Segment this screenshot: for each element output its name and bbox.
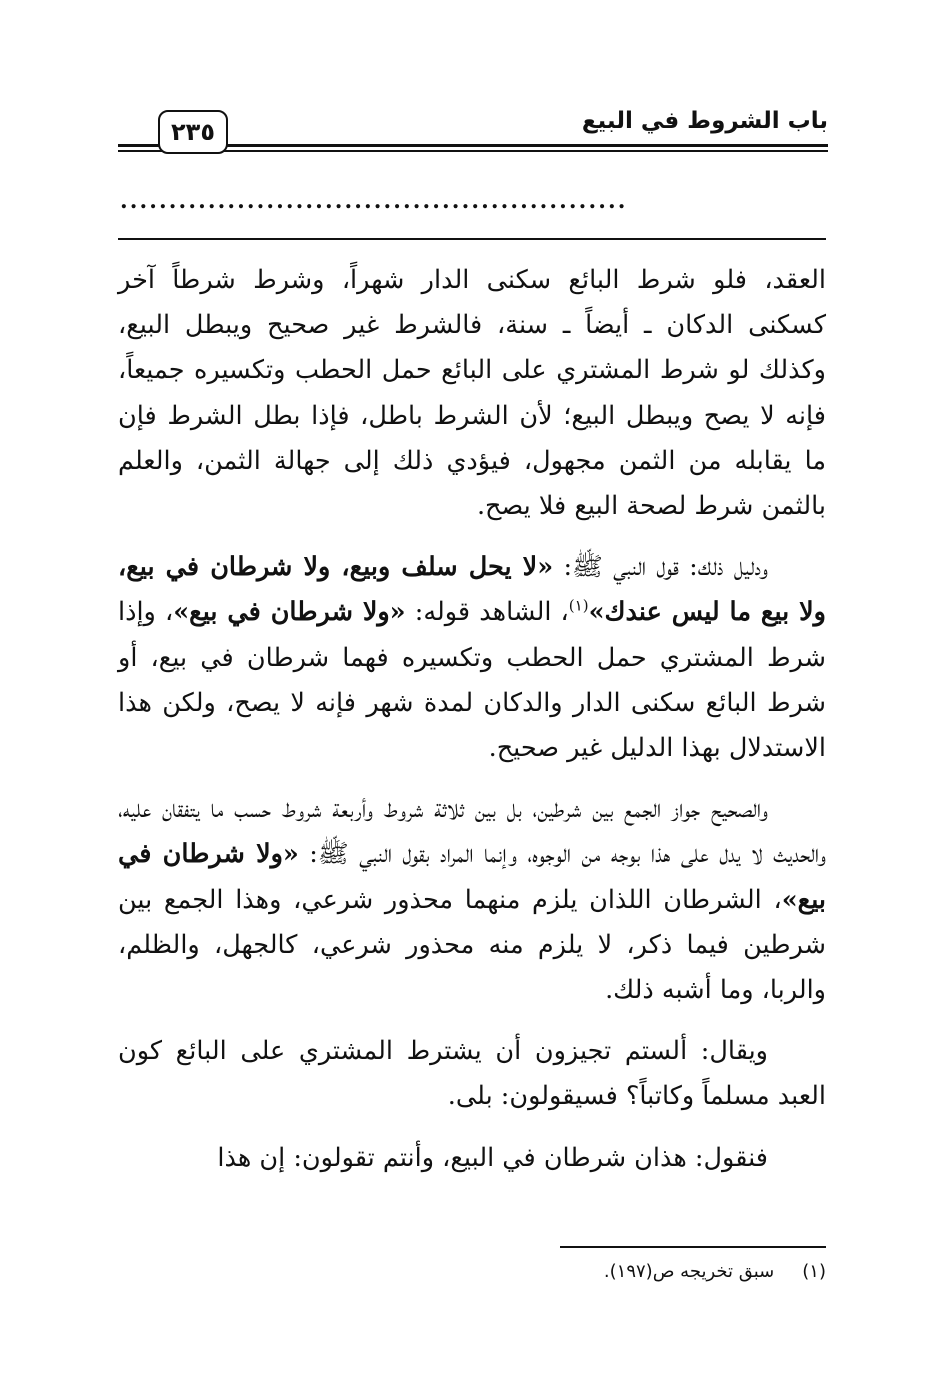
footnote-text: سبق تخريجه ص(١٩٧). bbox=[603, 1261, 775, 1282]
paragraph-text: ، وإذا شرط المشتري حمل الحطب وتكسيره فهما شرطان في بيع، أو شرط البائع سكنى الدار والدكان لمدة شهر فإنه لا يصح، ولكن هذا الاستدلال بهذا الدليل غير صحيح. bbox=[118, 597, 826, 764]
footnote-number: (١) bbox=[802, 1261, 826, 1282]
footnote-rule bbox=[560, 1246, 826, 1248]
chapter-title: باب الشروط في البيع bbox=[581, 108, 828, 134]
page-number: ٢٣٥ bbox=[158, 110, 228, 154]
paragraph-text: فنقول: هذان شرطان في البيع، وأنتم تقولون: إن هذا bbox=[217, 1142, 768, 1173]
paragraph bbox=[118, 1029, 826, 1119]
text-top-rule bbox=[118, 238, 826, 240]
footnote bbox=[560, 1258, 826, 1286]
paragraph-text: ، الشرطان اللذان يلزم منهما محذور شرعي، وهذا الجمع بين شرطين فيما ذكر، لا يلزم منه محذور شرعي، كالجهل، والظلم، والربا، وما أشبه ذلك. bbox=[118, 884, 826, 1006]
paragraph-text: والصحيح جواز الجمع بين شرطين، بل بين ثلاثة شروط وأربعة شروط حسب ما يتفقان عليه، والحديث لا يدل على هذا بوجه من الوجوه، وإنما المراد بقول النبي ﷺ: bbox=[118, 794, 826, 870]
main-text bbox=[118, 258, 826, 1197]
hadith-quote: «ولا شرطان في بيع» bbox=[118, 839, 826, 915]
paragraph bbox=[118, 545, 826, 771]
footnote-reference: (١) bbox=[568, 596, 589, 615]
paragraph-text: العقد، فلو شرط البائع سكنى الدار شهراً، وشرط شرطاً آخر كسكنى الدكان ـ أيضاً ـ سنة، فالشرط غير صحيح ويبطل البيع، وكذلك لو شرط المشتري على البائع حمل الحطب وتكسيره جميعاً، فإنه لا يصح ويبطل البيع؛ لأن الشرط باطل، فإذا بطل الشرط فإن ما يقابله من الثمن مجهول، فيؤدي ذلك إلى جهالة الثمن، والعلم بالثمن شرط لصحة البيع فلا يصح. bbox=[118, 265, 826, 522]
paragraph bbox=[118, 787, 826, 1013]
hadith-quote: «ولا شرطان في بيع» bbox=[173, 597, 406, 628]
paragraph-text: ، الشاهد قوله: bbox=[405, 597, 569, 628]
paragraph bbox=[118, 1136, 826, 1181]
paragraph bbox=[118, 258, 826, 529]
dotted-separator: .................................................... bbox=[120, 188, 628, 214]
paragraph-text: ويقال: ألستم تجيزون أن يشترط المشتري على البائع كون العبد مسلماً وكاتباً؟ فسيقولون: بلى. bbox=[118, 1036, 826, 1112]
hadith-quote: «لا يحل سلف وبيع، ولا شرطان في بيع، ولا بيع ما ليس عندك» bbox=[118, 552, 826, 628]
page-header bbox=[118, 100, 828, 162]
paragraph-text: ودليل ذلك: قول النبي ﷺ: bbox=[553, 552, 768, 583]
